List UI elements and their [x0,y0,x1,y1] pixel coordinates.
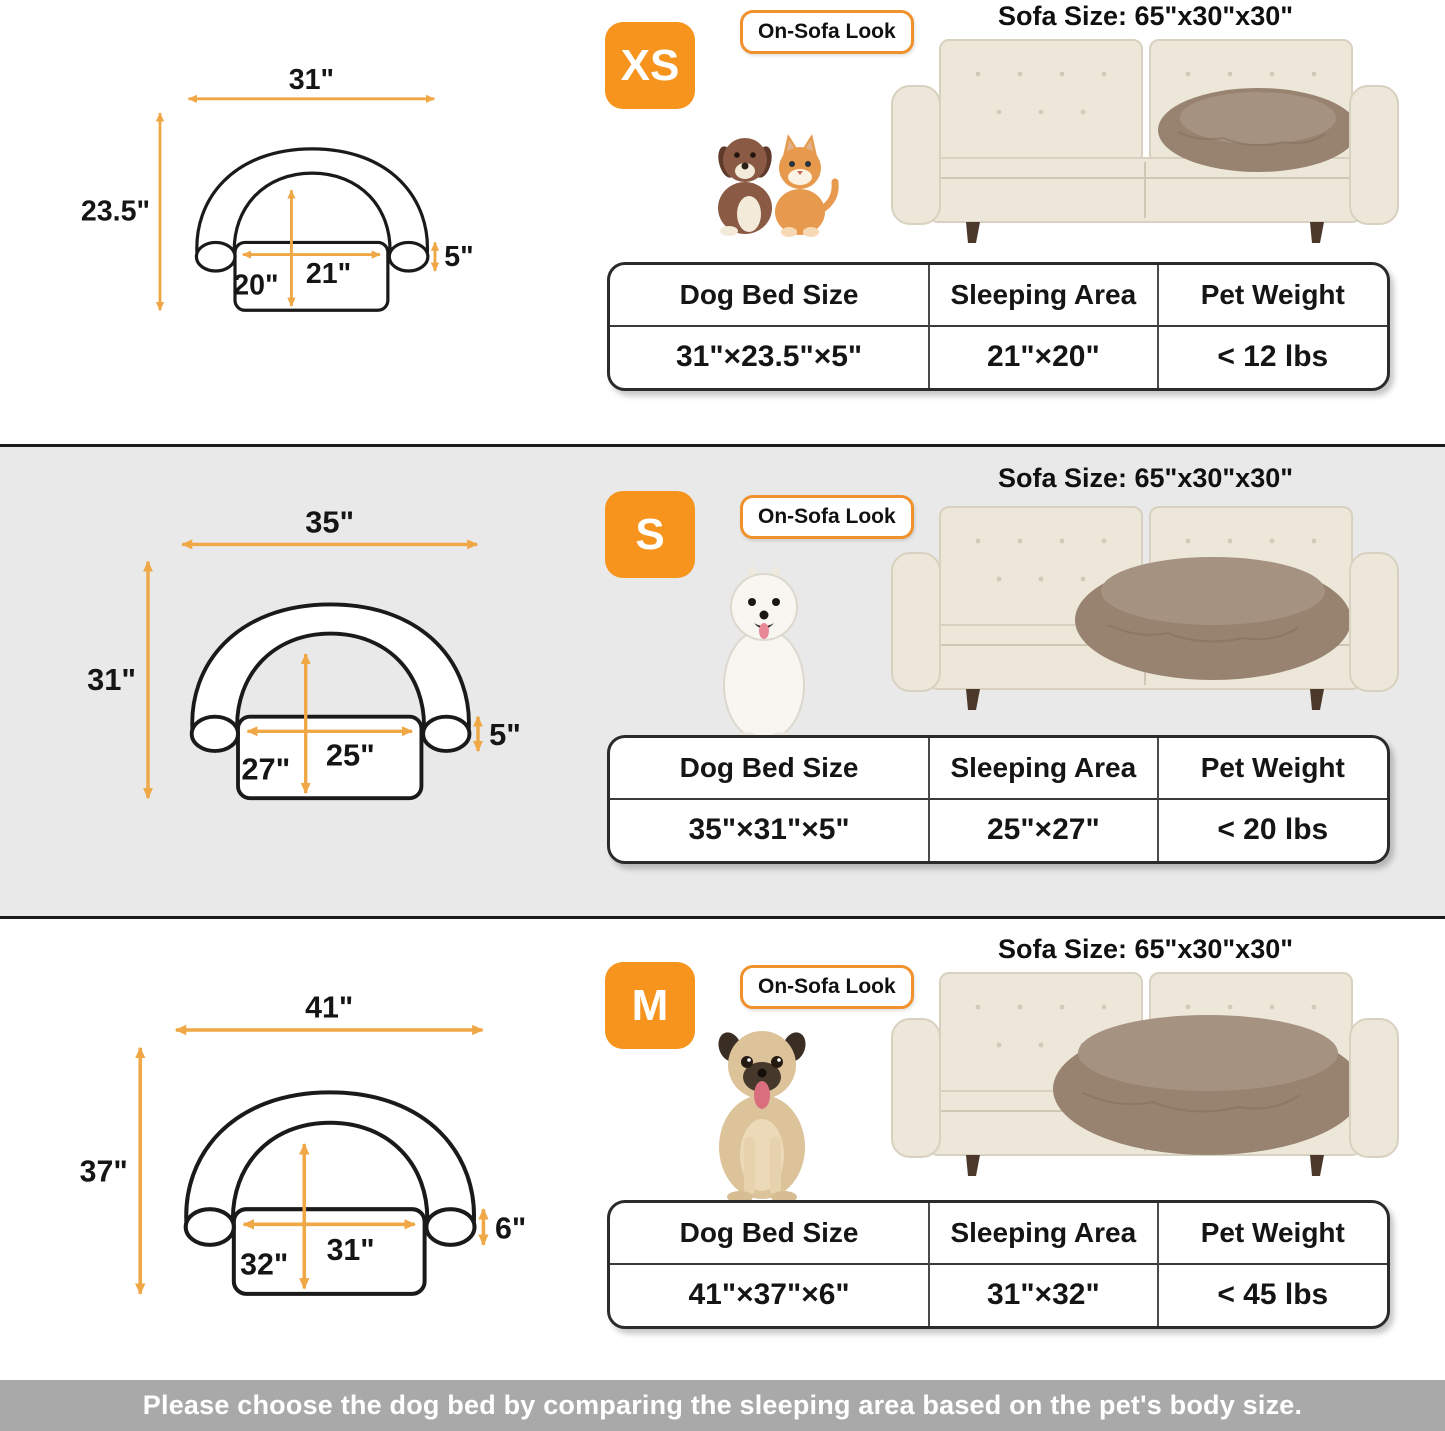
bolster-roll-right [426,1209,474,1245]
sleeping-area-value: 25"×27" [930,800,1158,862]
size-badge-label: M [631,980,669,1030]
sleep-width-label: 21" [305,258,352,291]
footer-note [0,1380,1445,1431]
height-dimension-label: 31" [87,662,136,698]
size-badge-label: S [635,509,665,559]
size-table [607,735,1390,864]
kitten-illustration [775,134,835,237]
size-section-s [0,444,1445,919]
sleep-height-label: 27" [241,751,291,787]
sleep-width-label: 25" [325,737,375,773]
dog-bed-on-sofa [1053,1015,1363,1155]
bed-dimension-diagram [40,989,540,1301]
table-header-sleeping-area: Sleeping Area [930,738,1158,800]
table-header-bed-size: Dog Bed Size [610,1203,930,1265]
pet-weight-value: < 45 lbs [1217,1278,1329,1312]
size-badge-s [605,491,695,578]
size-section-m [0,919,1445,1380]
pomeranian-illustration [724,563,804,746]
bolster-height-label: 5" [444,241,474,273]
bed-dimension-diagram [52,505,532,805]
pug-photo [700,1017,834,1203]
size-badge-xs [605,22,695,109]
bolster-roll-left [192,717,238,751]
sofa-size-text: Sofa Size: 65"x30"x30" [997,1,1294,31]
table-header-sleeping-area: Sleeping Area [930,265,1158,327]
width-dimension-label: 31" [288,66,335,96]
sleep-width-label: 31" [326,1233,375,1267]
sleep-height-label: 32" [240,1248,289,1282]
puppy-illustration [715,138,774,236]
dog-bed-on-sofa [1158,88,1358,172]
sofa-illustration [878,28,1413,243]
puppy-and-kitten-photo [703,112,845,238]
table-header-pet-weight: Pet Weight [1159,1203,1387,1265]
bed-size-value: 35"×31"×5" [610,800,930,862]
bolster-roll-left [186,1209,234,1245]
sofa-illustration [878,961,1413,1176]
table-header-bed-size: Dog Bed Size [610,265,930,327]
sofa-illustration [878,495,1413,710]
sleeping-area-value: 21"×20" [930,327,1158,389]
dog-bed-on-sofa [1075,557,1351,680]
table-header-bed-size: Dog Bed Size [610,738,930,800]
size-section-xs [0,0,1445,444]
bed-dimension-diagram [80,66,480,316]
sleeping-area-value: 31"×32" [930,1265,1158,1327]
bolster-roll-right [423,717,469,751]
table-header-pet-weight: Pet Weight [1159,738,1387,800]
bolster-roll-left [196,242,235,271]
bolster-height-label: 6" [495,1212,527,1246]
on-sofa-look-label: On-Sofa Look [758,505,896,528]
bolster-roll-right [389,242,428,271]
pug-illustration [715,1029,810,1203]
pet-weight-value: < 12 lbs [1217,340,1329,374]
sleep-height-label: 20" [233,269,279,302]
bolster-height-label: 5" [489,717,521,752]
pet-weight-value: < 20 lbs [1217,813,1329,847]
height-dimension-label: 37" [79,1155,128,1189]
size-table [607,1200,1390,1329]
size-badge-m [605,962,695,1049]
bed-size-value: 41"×37"×6" [610,1265,930,1327]
size-table [607,262,1390,391]
width-dimension-label: 41" [305,991,354,1025]
table-header-pet-weight: Pet Weight [1159,265,1387,327]
sofa-size-text: Sofa Size: 65"x30"x30" [997,934,1294,964]
on-sofa-look-label: On-Sofa Look [758,20,896,43]
on-sofa-look-label: On-Sofa Look [758,975,896,998]
bed-size-value: 31"×23.5"×5" [610,327,930,389]
width-dimension-label: 35" [305,505,355,540]
sofa-size-text: Sofa Size: 65"x30"x30" [997,463,1294,493]
height-dimension-label: 23.5" [80,195,150,228]
footer-note-text: Please choose the dog bed by comparing the sleeping area based on the pet's body size. [142,1390,1303,1420]
table-header-sleeping-area: Sleeping Area [930,1203,1158,1265]
size-badge-label: XS [620,40,680,90]
pomeranian-photo [716,555,812,749]
